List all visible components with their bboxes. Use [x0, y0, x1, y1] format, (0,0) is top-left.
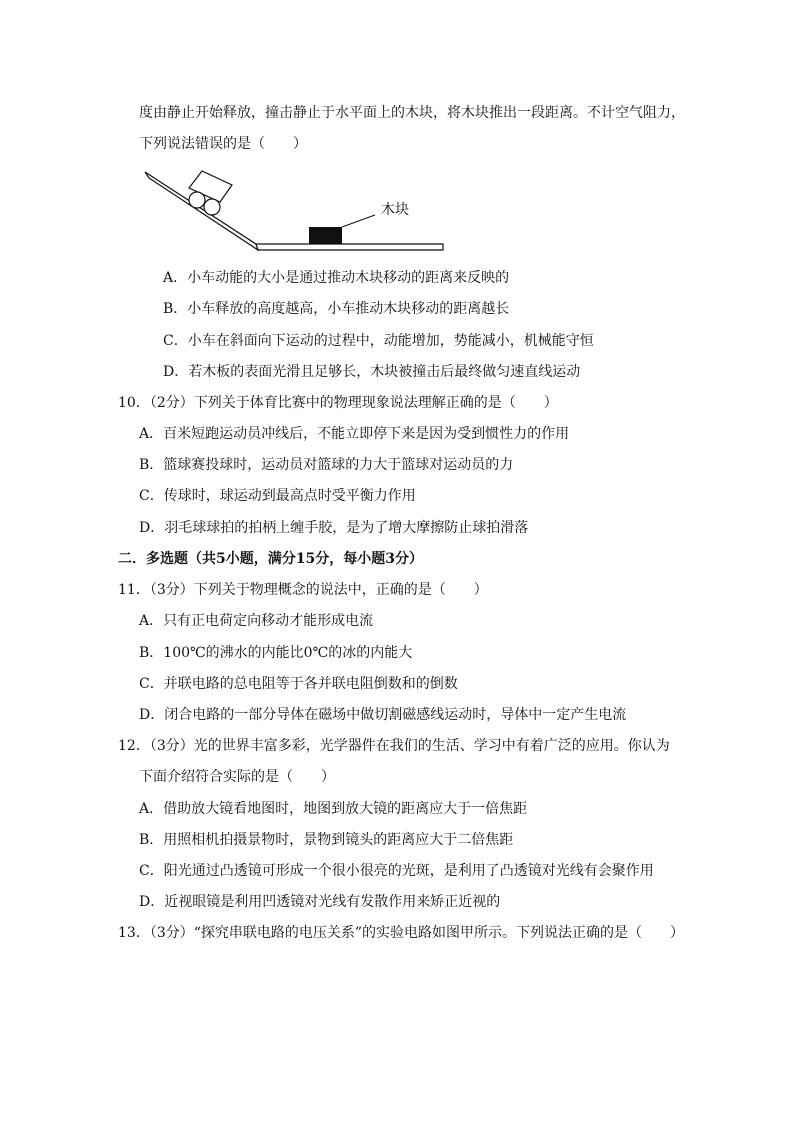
block-label: 木块 [381, 202, 409, 218]
q10-option-b: B．篮球赛投球时，运动员对篮球的力大于篮球对运动员的力 [139, 457, 514, 473]
q9-option-c: C．小车在斜面向下运动的过程中，动能增加，势能减小，机械能守恒 [163, 333, 594, 349]
q10-stem: 10．（2分）下列关于体育比赛中的物理现象说法理解正确的是（ ） [118, 395, 558, 411]
section-heading: 二．多选题（共5小题，满分15分，每小题3分） [118, 551, 423, 567]
q9-option-d: D．若木板的表面光滑且足够长，木块被撞击后最终做匀速直线运动 [163, 364, 581, 380]
q9-option-a: A．小车动能的大小是通过推动木块移动的距离来反映的 [163, 270, 510, 286]
q12-option-d: D．近视眼镜是利用凹透镜对光线有发散作用来矫正近视的 [139, 894, 501, 910]
incline-cart-figure [140, 160, 450, 260]
wooden-block [309, 227, 342, 244]
q11-option-b: B．100℃的沸水的内能比0℃的冰的内能大 [139, 645, 413, 661]
q9-stem-line2: 下列说法错误的是（ ） [139, 136, 307, 152]
q9-stem-line1: 度由静止开始释放，撞击静止于水平面上的木块，将木块推出一段距离。不计空气阻力， [139, 105, 685, 121]
block-label-leader [342, 215, 375, 227]
q12-option-a: A．借助放大镜看地图时，地图到放大镜的距离应大于一倍焦距 [139, 801, 528, 817]
q12-option-c: C．阳光通过凸透镜可形成一个很小很亮的光斑，是利用了凸透镜对光线有会聚作用 [139, 863, 654, 879]
q11-option-c: C．并联电路的总电阻等于各并联电阻倒数和的倒数 [139, 676, 458, 692]
q12-stem-line1: 12．（3分）光的世界丰富多彩，光学器件在我们的生活、学习中有着广泛的应用。你认为 [118, 738, 670, 754]
cart [189, 171, 232, 215]
q11-option-a: A．只有正电荷定向移动才能形成电流 [139, 613, 374, 629]
q9-option-b: B．小车释放的高度越高，小车推动木块移动的距离越长 [163, 301, 510, 317]
q11-stem: 11．（3分）下列关于物理概念的说法中，正确的是（ ） [118, 582, 488, 598]
q10-option-d: D．羽毛球球拍的拍柄上缠手胶，是为了增大摩擦防止球拍滑落 [139, 520, 529, 536]
q12-stem-line2: 下面介绍符合实际的是（ ） [139, 769, 335, 785]
q11-option-d: D．闭合电路的一部分导体在磁场中做切割磁感线运动时，导体中一定产生电流 [139, 707, 627, 723]
q12-option-b: B．用照相机拍摄景物时，景物到镜头的距离应大于二倍焦距 [139, 832, 514, 848]
q10-option-c: C．传球时，球运动到最高点时受平衡力作用 [139, 488, 416, 504]
q13-stem: 13．（3分）“探究串联电路的电压关系”的实验电路如图甲所示。下列说法正确的是（ ） [118, 925, 685, 941]
q10-option-a: A．百米短跑运动员冲线后，不能立即停下来是因为受到惯性力的作用 [139, 426, 570, 442]
